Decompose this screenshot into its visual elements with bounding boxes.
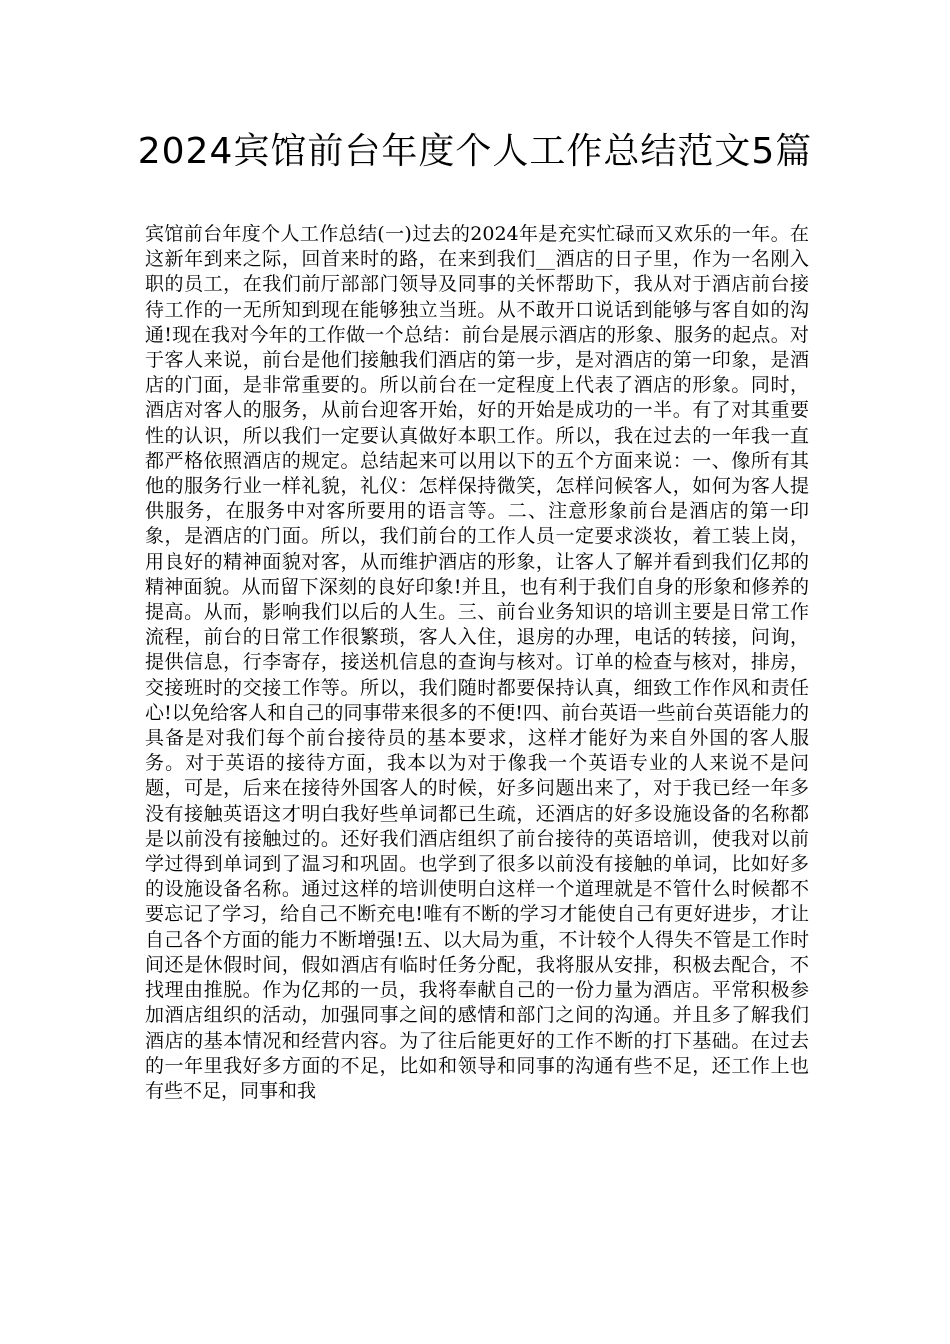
document-body-text: 宾馆前台年度个人工作总结(一)过去的2024年是充实忙碌而又欢乐的一年。在这新年到来之际，回首来时的路，在来到我们__酒店的日子里，作为一名刚入职的员工，在我们前厅部部门领导及同事的关怀帮助下，我从对于酒店前台接待工作的一无所知到现在能够独立当班。从不敢开口说话到能够与客自如的沟通!现在我对今年的工作做一个总结：前台是展示酒店的形象、服务的起点。对于客人来说，前台是他们接触我们酒店的第一步，是对酒店的第一印象，是酒店的门面，是非常重要的。所以前台在一定程度上代表了酒店的形象。同时，酒店对客人的服务，从前台迎客开始，好的开始是成功的一半。有了对其重要性的认识，所以我们一定要认真做好本职工作。所以，我在过去的一年我一直都严格依照酒店的规定。总结起来可以用以下的五个方面来说：一、像所有其他的服务行业一样礼貌，礼仪：怎样保持微笑，怎样问候客人，如何为客人提供服务，在服务中对客所要用的语言等。二、注意形象前台是酒店的第一印象，是酒店的门面。所以，我们前台的工作人员一定要求淡妆，着工装上岗，用良好的精神面貌对客，从而维护酒店的形象，让客人了解并看到我们亿邦的精神面貌。从而留下深刻的良好印象!并且，也有利于我们自身的形象和修养的提高。从而，影响我们以后的人生。三、前台业务知识的培训主要是日常工作流程，前台的日常工作很繁琐，客人入住，退房的办理，电话的转接，问询，提供信息，行李寄存，接送机信息的查询与核对。订单的检查与核对，排房，交接班时的交接工作等。所以，我们随时都要保持认真，细致工作作风和责任心!以免给客人和自己的同事带来很多的不便!四、前台英语一些前台英语能力的具备是对我们每个前台接待员的基本要求，这样才能好为来自外国的客人服务。对于英语的接待方面，我本以为对于像我一个英语专业的人来说不是问题，可是，后来在接待外国客人的时候，好多问题出来了，对于我已经一年多没有接触英语这才明白我好些单词都已生疏，还酒店的好多设施设备的名称都是以前没有接触过的。还好我们酒店组织了前台接待的英语培训，使我对以前学过得到单词到了温习和巩固。也学到了很多以前没有接触的单词，比如好多的设施设备名称。通过这样的培训使明白这样一个道理就是不管什么时候都不要忘记了学习，给自己不断充电!唯有不断的学习才能使自己有更好进步，才让自己各个方面的能力不断增强!五、以大局为重，不计较个人得失不管是工作时间还是休假时间，假如酒店有临时任务分配，我将服从安排，积极去配合，不找理由推脱。作为亿邦的一员，我将奉献自己的一份力量为酒店。平常积极参加酒店组织的活动，加强同事之间的感情和部门之间的沟通。并且多了解我们酒店的基本情况和经营内容。为了往后能更好的工作不断的打下基础。在过去的一年里我好多方面的不足，比如和领导和同事的沟通有些不足，还工作上也有些不足，同事和我 — [145, 223, 809, 1102]
document-title: 2024宾馆前台年度个人工作总结范文5篇 — [137, 131, 813, 172]
